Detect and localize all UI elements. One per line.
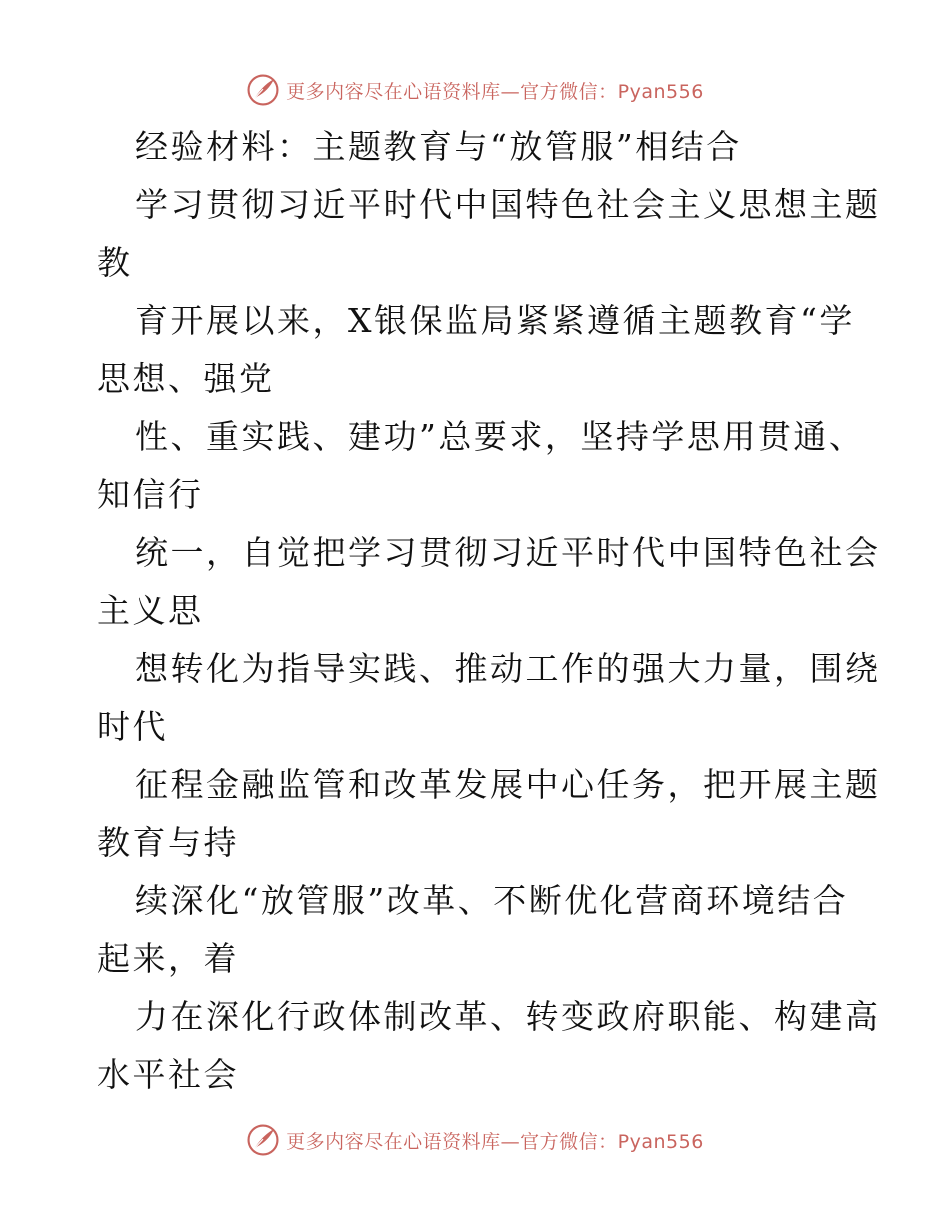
paragraph-line: 水平社会 xyxy=(97,1055,239,1094)
paragraph-line: 育开展以来，X银保监局紧紧遵循主题教育“学 xyxy=(135,301,855,340)
header-watermark-banner xyxy=(0,70,950,110)
paragraph-line: 思想、强党 xyxy=(97,359,275,398)
quill-pen-logo-icon xyxy=(246,73,280,107)
paragraph-line: 性、重实践、建功”总要求，坚持学思用贯通、 xyxy=(135,417,865,456)
footer-watermark-banner xyxy=(0,1120,950,1160)
paragraph-line: 想转化为指导实践、推动工作的强大力量，围绕 xyxy=(135,649,881,688)
paragraph-line: 知信行 xyxy=(97,475,204,514)
paragraph-line: 教育与持 xyxy=(97,823,239,862)
watermark-text: 更多内容尽在心语资料库—官方微信：Pyan556 xyxy=(286,1130,704,1153)
document-body xyxy=(97,118,881,1104)
quill-pen-logo-icon xyxy=(246,1123,280,1157)
paragraph-line: 学习贯彻习近平时代中国特色社会主义思想主题 xyxy=(135,185,881,224)
document-title: 经验材料：主题教育与“放管服”相结合 xyxy=(135,127,742,166)
paragraph-line: 统一，自觉把学习贯彻习近平时代中国特色社会 xyxy=(135,533,881,572)
paragraph-line: 时代 xyxy=(97,707,168,746)
paragraph-line: 征程金融监管和改革发展中心任务，把开展主题 xyxy=(135,765,881,804)
paragraph-line: 起来，着 xyxy=(97,939,239,978)
paragraph-line: 教 xyxy=(97,243,133,282)
watermark-text: 更多内容尽在心语资料库—官方微信：Pyan556 xyxy=(286,80,704,103)
paragraph-line: 力在深化行政体制改革、转变政府职能、构建高 xyxy=(135,997,881,1036)
paragraph-line: 主义思 xyxy=(97,591,204,630)
paragraph-line: 续深化“放管服”改革、不断优化营商环境结合 xyxy=(135,881,849,920)
